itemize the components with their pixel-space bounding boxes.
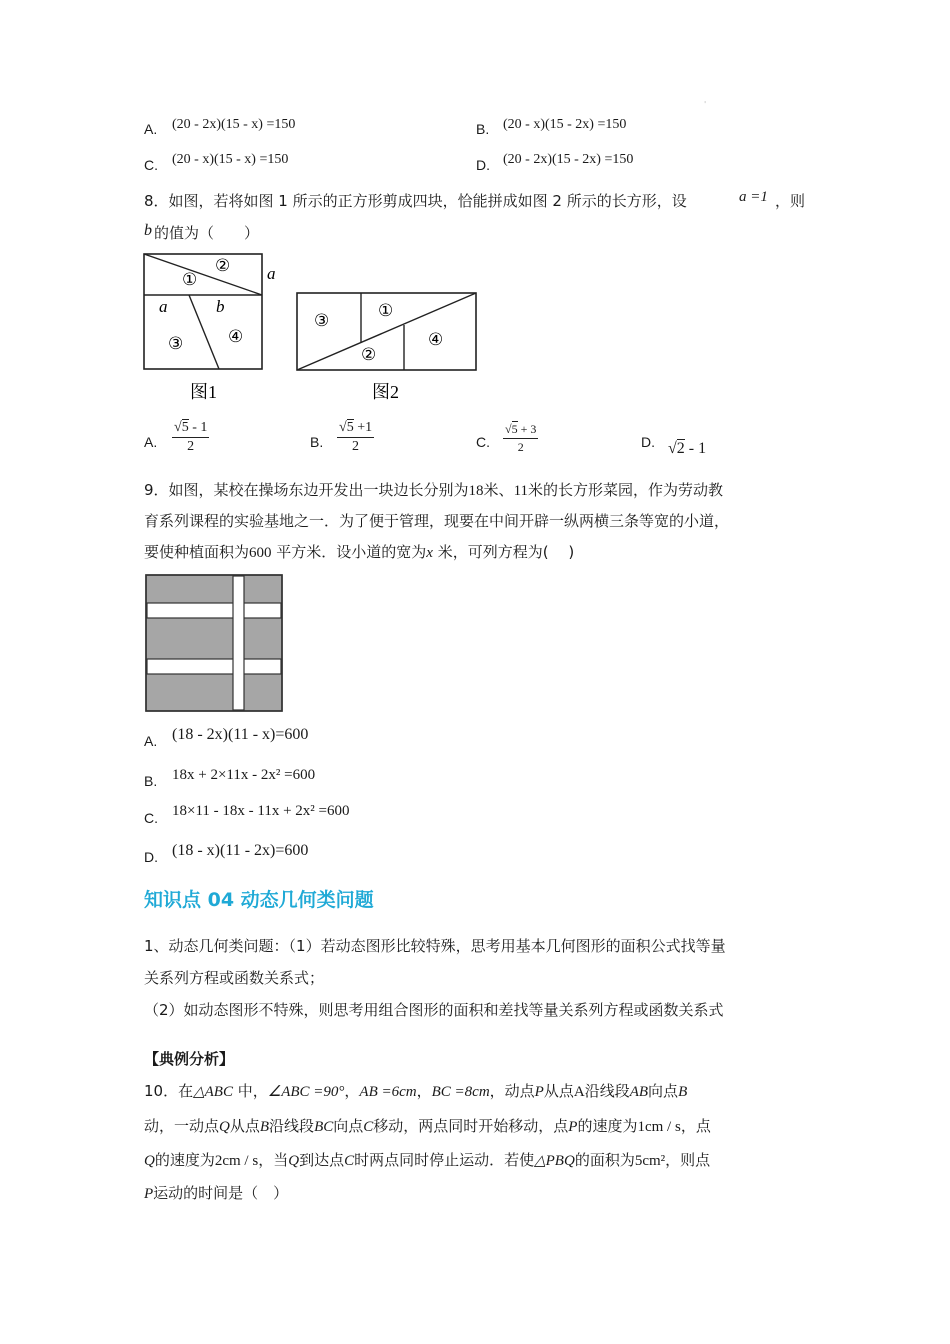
fig1-piece-4: ④ [228, 327, 244, 346]
fig2-piece-4: ④ [428, 330, 444, 349]
q8-option-a-label: A. [144, 434, 158, 450]
q9-stem-line1: 9．如图，某校在操场东边开发出一块边长分别为18米、11米的长方形菜园，作为劳动教 [144, 481, 724, 499]
section-title: 知识点 04 动态几何类问题 [144, 889, 374, 911]
q9-option-c-expr: 18×11 - 18x - 11x + 2x² =600 [172, 803, 350, 819]
q9-garden-figure [144, 573, 286, 715]
q9-option-c-label: C. [144, 810, 158, 826]
fig1-piece-2: ② [215, 256, 231, 275]
fig1-piece-3: ③ [168, 334, 184, 353]
fig1-slant-cut [189, 295, 219, 369]
q7-option-d-label: D. [476, 157, 490, 173]
q9-option-a-expr: (18 - 2x)(11 - x)=600 [172, 726, 309, 743]
fig1-var-a-right: a [267, 264, 276, 283]
q9-option-a-label: A. [144, 733, 158, 749]
q7-option-c-expr: (20 - x)(15 - x) =150 [172, 152, 289, 167]
q9-option-b-label: B. [144, 773, 158, 789]
garden-plot [146, 575, 282, 711]
q8-option-b-value: √5 +1 2 [339, 420, 373, 454]
q9-option-d-label: D. [144, 849, 158, 865]
q8-option-d-label: D. [641, 434, 655, 450]
q8-stem-line2: 的值为（ ） [154, 224, 260, 242]
garden-path-horizontal-1 [147, 603, 281, 618]
corner-mark: ' [704, 100, 707, 109]
kp-line-1: 1、动态几何类问题：（1）若动态图形比较特殊，思考用基本几何图形的面积公式找等量 [144, 937, 726, 955]
q8-option-c-label: C. [476, 434, 490, 450]
q9-option-b-expr: 18x + 2×11x - 2x² =600 [172, 767, 316, 783]
kp-line-3: （2）如动态图形不特殊，则思考用组合图形的面积和差找等量关系列方程或函数关系式 [144, 1001, 724, 1019]
fig1-caption: 图1 [190, 382, 217, 402]
q8-option-b-label: B. [310, 434, 324, 450]
q7-option-b-label: B. [476, 121, 490, 137]
q10-stem-line1: 10．在△ABC 中，∠ABC =90°，AB =6cm，BC =8cm，动点P从点A沿线段AB向点B [144, 1082, 688, 1100]
garden-path-vertical [233, 576, 244, 710]
fig1-var-b: b [216, 297, 225, 316]
q8-var-b: b [144, 222, 152, 239]
q8-condition: a =1 [739, 189, 768, 205]
q8-option-c-value: √5 + 3 2 [505, 422, 537, 454]
q9-option-d-expr: (18 - x)(11 - 2x)=600 [172, 842, 309, 859]
q7-option-c-label: C. [144, 157, 158, 173]
q8-stem-line1: 8．如图，若将如图 1 所示的正方形剪成四块，恰能拼成如图 2 所示的长方形，设 [144, 192, 687, 210]
q8-option-d-value: √2 - 1 [668, 440, 707, 457]
fig2-caption: 图2 [372, 382, 399, 402]
q7-option-a-label: A. [144, 121, 158, 137]
q7-option-d-expr: (20 - 2x)(15 - 2x) =150 [503, 152, 634, 167]
example-title: 【典例分析】 [144, 1050, 235, 1068]
q8-option-a-value: √5 - 1 2 [174, 420, 208, 454]
fig1-var-a: a [159, 297, 168, 316]
q10-stem-line2: 动，一动点Q从点B沿线段BC向点C移动，两点同时开始移动，点P的速度为1cm / s，点 [144, 1117, 711, 1135]
q10-stem-line4: P运动的时间是（ ） [144, 1184, 289, 1202]
q8-stem-line1-end: ，则 [775, 192, 806, 210]
garden-path-horizontal-2 [147, 659, 281, 674]
q9-stem-line3: 要使种植面积为600 平方米．设小道的宽为x 米，可列方程为( ) [144, 543, 575, 561]
q8-figure-2 [292, 288, 482, 410]
fig1-diagonal-cut [144, 254, 262, 295]
kp-line-2: 关系列方程或函数关系式； [144, 969, 325, 987]
fig1-piece-1: ① [182, 270, 198, 289]
fig2-piece-3: ③ [314, 311, 330, 330]
q8-figure-1 [140, 250, 290, 410]
q10-stem-line3: Q的速度为2cm / s，当Q到达点C时两点同时停止运动．若使△PBQ的面积为5cm²，则点 [144, 1151, 711, 1169]
q7-option-a-expr: (20 - 2x)(15 - x) =150 [172, 117, 296, 132]
q9-stem-line2: 育系列课程的实验基地之一．为了便于管理，现要在中间开辟一纵两横三条等宽的小道， [144, 512, 730, 530]
q7-option-b-expr: (20 - x)(15 - 2x) =150 [503, 117, 627, 132]
fig2-piece-2: ② [361, 345, 377, 364]
fig2-piece-1: ① [378, 301, 394, 320]
